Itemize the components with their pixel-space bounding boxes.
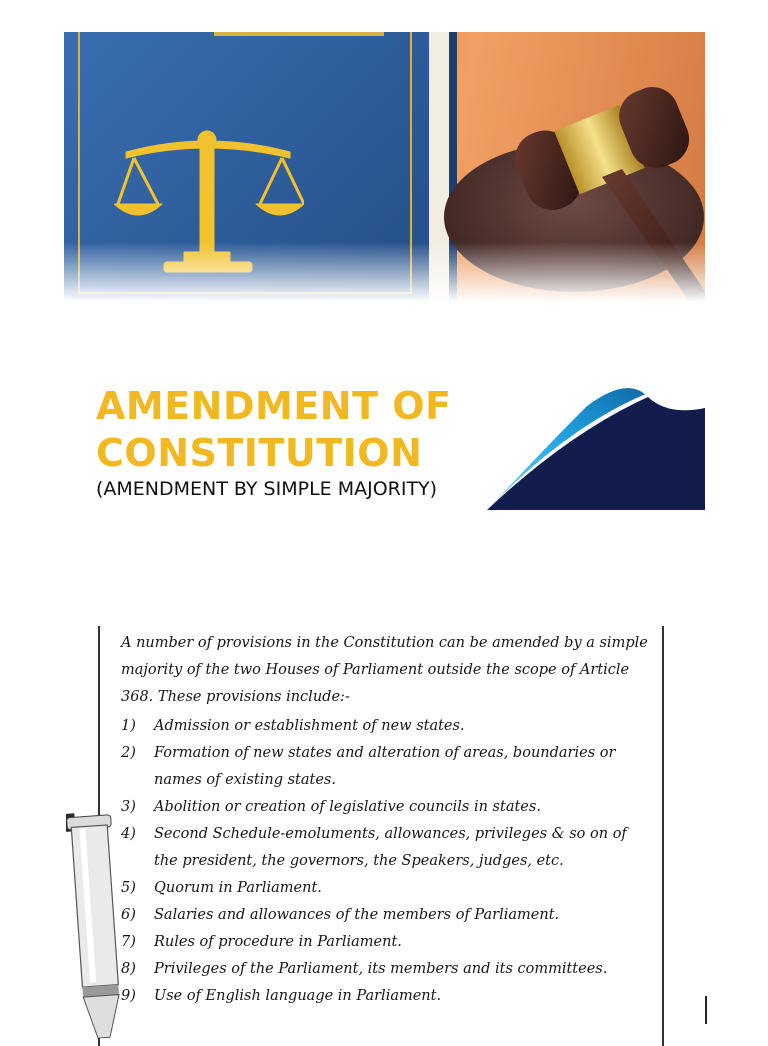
item-text: Rules of procedure in Parliament.	[154, 934, 402, 950]
title-line-1: AMENDMENT OF	[96, 384, 452, 428]
item-number: 5)	[121, 880, 136, 896]
provisions-list	[121, 713, 651, 1010]
list-item	[121, 821, 651, 875]
item-number: 1)	[121, 718, 136, 734]
item-number: 9)	[121, 988, 136, 1004]
list-item	[121, 929, 651, 956]
pen-icon	[66, 808, 126, 1038]
page-title	[96, 383, 452, 477]
list-item	[121, 875, 651, 902]
item-number: 4)	[121, 826, 136, 842]
item-number: 3)	[121, 799, 136, 815]
item-number: 8)	[121, 961, 136, 977]
item-text: Salaries and allowances of the members of Parliament.	[154, 907, 560, 923]
handwritten-notes	[121, 630, 651, 1010]
list-item	[121, 902, 651, 929]
item-text: Abolition or creation of legislative councils in states.	[154, 799, 541, 815]
item-text: Quorum in Parliament.	[154, 880, 322, 896]
list-item	[121, 794, 651, 821]
list-item	[121, 983, 651, 1010]
intro-paragraph: A number of provisions in the Constitution can be amended by a simple majority of the two Houses of Parliament outside the scope of Article 368. These provisions include:-	[121, 635, 648, 705]
list-item	[121, 740, 651, 794]
item-number: 2)	[121, 745, 136, 761]
hero-image	[64, 32, 705, 302]
title-line-2: CONSTITUTION	[96, 431, 423, 475]
item-number: 7)	[121, 934, 136, 950]
item-text: Admission or establishment of new states.	[154, 718, 465, 734]
item-text: Second Schedule-emoluments, allowances, privileges & so on of the president, the governors, the Speakers, judges, etc.	[154, 826, 627, 869]
item-text: Privileges of the Parliament, its members and its committees.	[154, 961, 608, 977]
list-item	[121, 713, 651, 740]
page-subtitle: (AMENDMENT BY SIMPLE MAJORITY)	[96, 478, 438, 500]
item-text: Use of English language in Parliament.	[154, 988, 442, 1004]
item-text: Formation of new states and alteration of areas, boundaries or names of existing states.	[154, 745, 616, 788]
page-curl-graphic	[487, 376, 705, 510]
item-number: 6)	[121, 907, 136, 923]
list-item	[121, 956, 651, 983]
